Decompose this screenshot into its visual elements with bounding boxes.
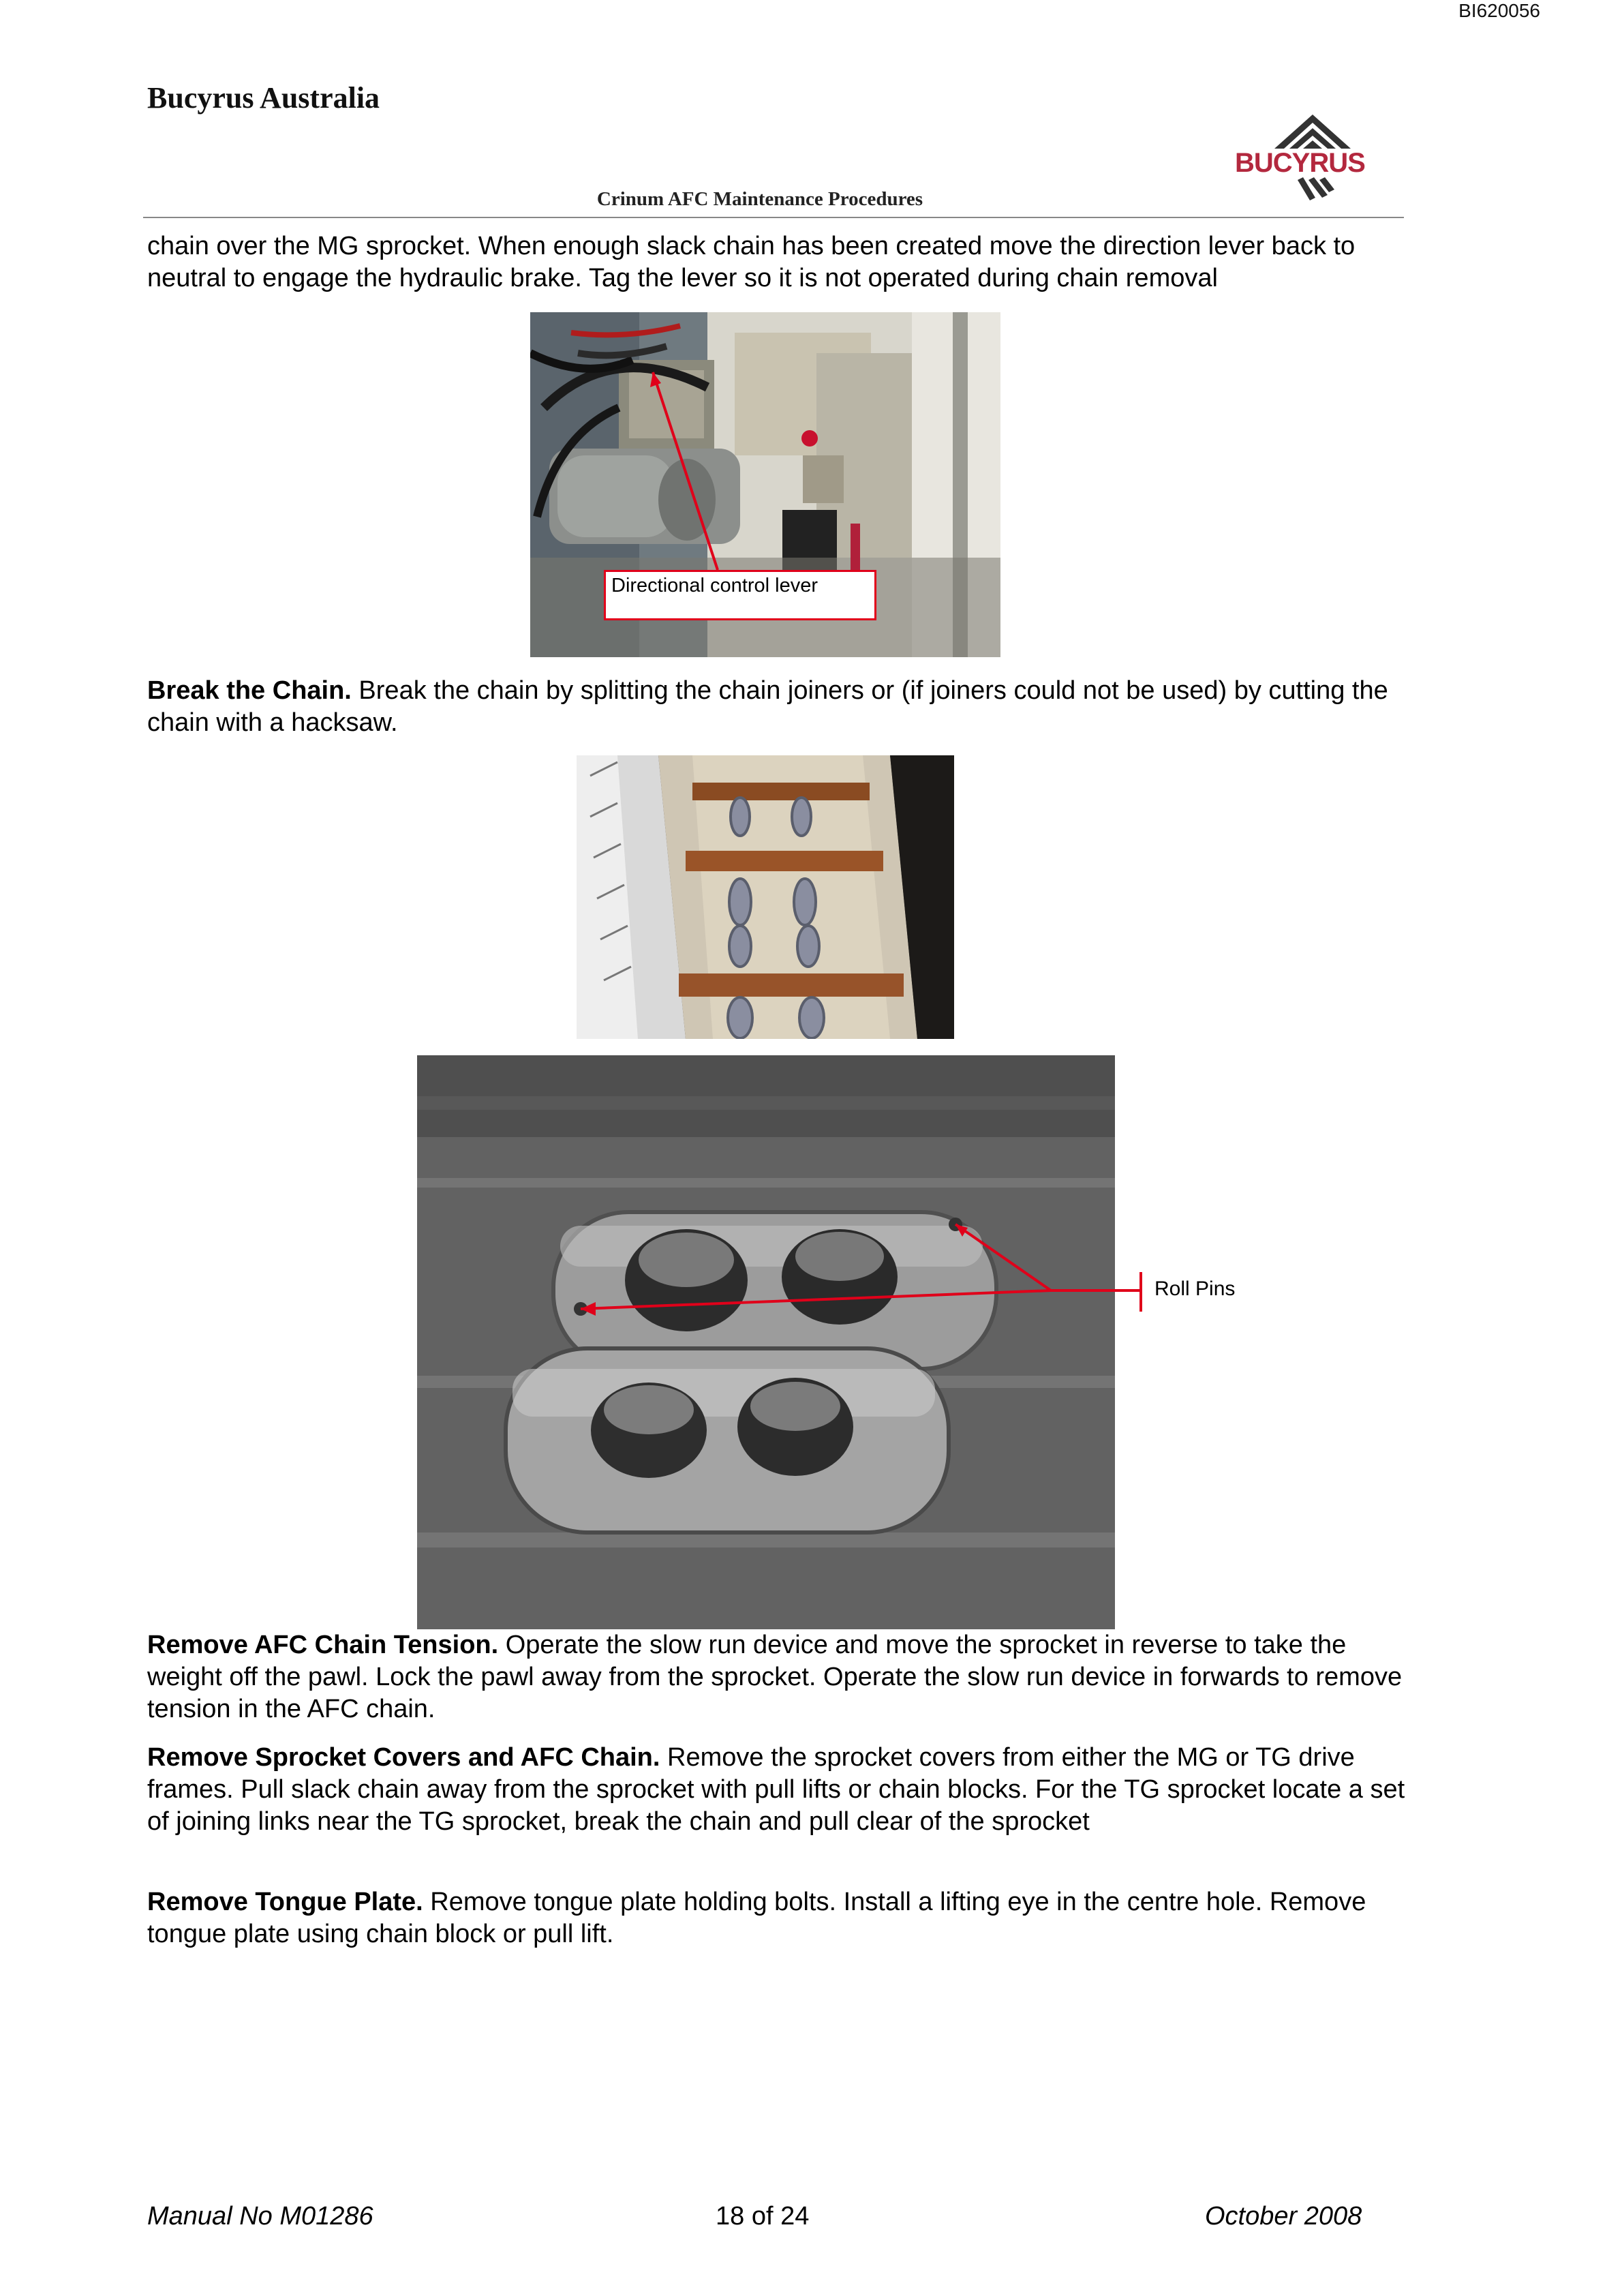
tongue-plate-heading: Remove Tongue Plate.: [147, 1888, 423, 1916]
break-chain-text: Break the chain by splitting the chain joiners or (if joiners could not be used) by cutting the chain with a hacksaw.: [147, 676, 1388, 737]
document-id: BI620056: [1458, 0, 1540, 21]
svg-text:BUCYRUS: BUCYRUS: [1235, 148, 1365, 178]
chain-tension-text: Operate the slow run device and move the sprocket in reverse to take the weight off the pawl. Lock the pawl away from the sprocket. Operate the slow run device in forwards to remove tension in the AFC chain.: [147, 1631, 1403, 1723]
footer-manual-number: Manual No M01286: [147, 2202, 373, 2231]
chain-joiner-photo: [417, 1055, 1115, 1629]
chain-tension-paragraph: [147, 1629, 1408, 1725]
tongue-plate-text: Remove tongue plate holding bolts. Install a lifting eye in the centre hole. Remove tongue plate using chain block or pull lift.: [147, 1888, 1366, 1948]
roll-pins-callout: Roll Pins: [1154, 1278, 1236, 1300]
footer-page-number: 18 of 24: [716, 2202, 810, 2231]
directional-lever-callout: Directional control lever: [604, 570, 876, 620]
footer-date: October 2008: [1205, 2202, 1362, 2231]
sprocket-covers-heading: Remove Sprocket Covers and AFC Chain.: [147, 1743, 660, 1772]
sprocket-covers-text: Remove the sprocket covers from either the MG or TG drive frames. Pull slack chain away from the sprocket with pull lifts or chain blocks. For the TG sprocket locate a set of joining links near the TG sprocket, break the chain and pull clear of the sprocket: [147, 1743, 1405, 1836]
chain-tension-heading: Remove AFC Chain Tension.: [147, 1631, 499, 1659]
header-divider: [143, 217, 1404, 218]
company-name: Bucyrus Australia: [147, 81, 380, 115]
break-chain-paragraph: [147, 675, 1408, 739]
chain-in-pan-photo: [577, 755, 954, 1039]
break-chain-heading: Break the Chain.: [147, 676, 352, 705]
sprocket-covers-paragraph: [147, 1742, 1408, 1838]
intro-paragraph: chain over the MG sprocket. When enough slack chain has been created move the direction lever back to neutral to engage the hydraulic brake. Tag the lever so it is not operated during chain removal: [147, 232, 1356, 292]
document-subtitle: Crinum AFC Maintenance Procedures: [596, 188, 923, 210]
roll-pins-leader: [1047, 1268, 1149, 1323]
tongue-plate-paragraph: [147, 1886, 1408, 1950]
